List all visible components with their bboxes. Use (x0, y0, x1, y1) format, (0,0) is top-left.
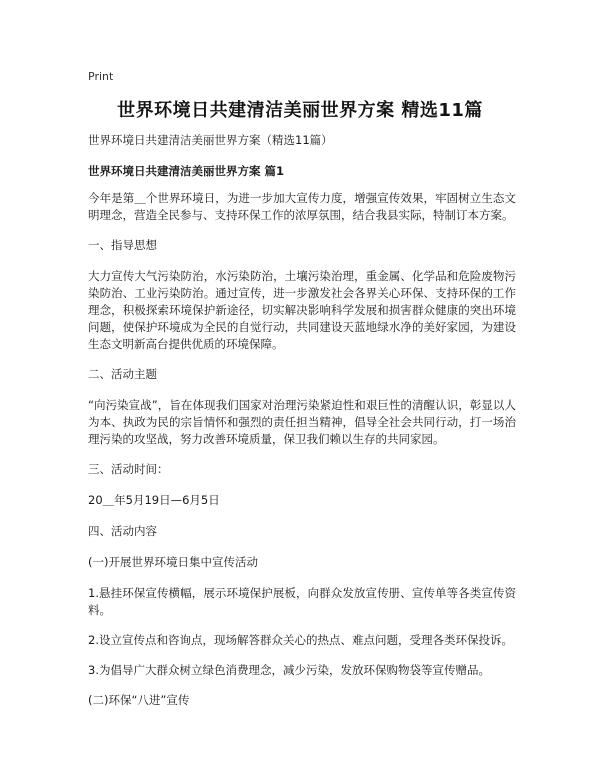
heading-activity-time: 三、活动时间： (88, 462, 169, 476)
heading-activity-content: 四、活动内容 (88, 524, 157, 538)
paragraph-activity-theme: “向污染宣战”，旨在体现我们国家对治理污染紧迫性和艰巨性的清醒认识，彰显以人为本、执政为民的宗旨情怀和强烈的责任担当精神，倡导全社会共同行动，打一场治理污染的攻坚战，努力改善环境质量，保卫我们赖以生存的共同家园。 (88, 398, 516, 446)
list-item: 3.为倡导广大群众树立绿色消费理念，减少污染，发放环保购物袋等宣传赠品。 (88, 663, 490, 677)
heading-activity-theme: 二、活动主题 (88, 367, 157, 381)
page-title: 世界环境日共建清洁美丽世界方案 精选11篇 (117, 100, 483, 121)
paragraph-activity-time: 20＿年5月19日—6月5日 (88, 493, 220, 507)
document-subtitle: 世界环境日共建清洁美丽世界方案（精选11篇） (88, 133, 333, 147)
list-item: 1.悬挂环保宣传横幅，展示环境保护展板，向群众发放宣传册、宣传单等各类宣传资料。 (88, 586, 516, 617)
intro-paragraph: 今年是第＿个世界环境日，为进一步加大宣传力度，增强宣传效果，牢固树立生态文明理念，营造全民参与、支持环保工作的浓厚氛围，结合我县实际，特制订本方案。 (88, 191, 516, 222)
list-item: 2.设立宣传点和咨询点，现场解答群众关心的热点、难点问题，受理各类环保投诉。 (88, 633, 513, 647)
heading-concentrated-publicity: (一)开展世界环境日集中宣传活动 (88, 555, 258, 569)
heading-eight-into-publicity: (二)环保“八进”宣传 (88, 693, 190, 707)
document-body (88, 132, 516, 723)
paragraph-guiding-ideology: 大力宣传大气污染防治，水污染防治，土壤污染治理，重金属、化学品和危险废物污染防治、工业污染防治。通过宣传，进一步激发社会各界关心环保、支持环保的工作理念，积极探索环境保护新途径，切实解决影响科学发展和损害群众健康的突出环境问题，使保护环境成为全民的自觉行动，共同建设天蓝地绿水净的美好家园，为建设生态文明新高台提供优质的环境保障。 (88, 269, 516, 351)
heading-guiding-ideology: 一、指导思想 (88, 238, 157, 252)
print-label[interactable]: Print (88, 70, 114, 83)
section-heading: 世界环境日共建清洁美丽世界方案 篇1 (88, 164, 285, 178)
